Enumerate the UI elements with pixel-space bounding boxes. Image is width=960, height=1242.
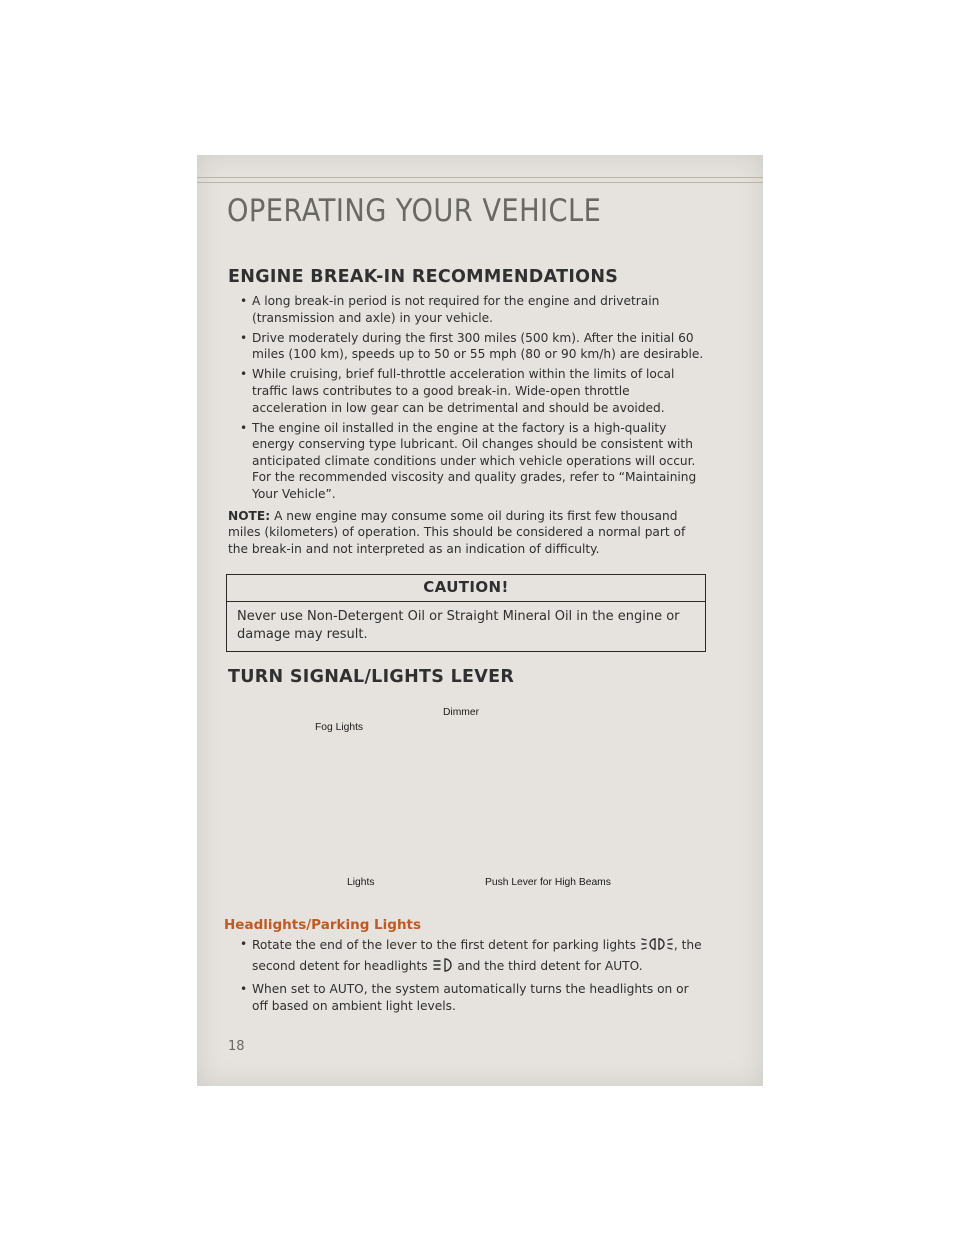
list-item: • While cruising, brief full-throttle acceleration within the limits of local traffic laws contributes to a good break-in. Wide-open throttle acceleration in low gear can be detrimental and should be avoided. [228, 366, 706, 416]
engine-break-in-list [228, 293, 706, 503]
caution-text: Never use Non-Detergent Oil or Straight Mineral Oil in the engine or damage may result. [237, 609, 680, 642]
header-rule-bottom [197, 182, 763, 183]
headlights-list [228, 936, 706, 1014]
bullet-text-part: , [673, 938, 678, 953]
caution-box [226, 574, 706, 652]
section-header: OPERATING YOUR VEHICLE [227, 193, 602, 229]
list-item: • The engine oil installed in the engine at the factory is a high-quality energy conserving type lubricant. Oil changes should be consistent with anticipated climate conditions under which vehicle operations will occur. For the recommended viscosity and quality grades, refer to “Maintaining Your Vehicle”. [228, 420, 706, 503]
bullet-text-part: Rotate the end of the lever to the first detent for parking lights [252, 938, 637, 953]
lights-label: Lights [347, 877, 375, 889]
turn-signal-heading: TURN SIGNAL/LIGHTS LEVER [228, 667, 515, 688]
engine-break-in-heading: ENGINE BREAK-IN RECOMMENDATIONS [228, 267, 619, 287]
list-item: • Drive moderately during the first 300 miles (500 km). After the initial 60 miles (100 km), speeds up to 50 or 55 mph (80 or 90 km/h) are desirable. [228, 330, 706, 363]
page-content [224, 267, 706, 1018]
bullet-text-part: the second detent for headlights [252, 938, 702, 973]
note-paragraph [228, 508, 706, 558]
note-label: NOTE: [228, 508, 271, 523]
lever-figure [228, 695, 706, 895]
push-lever-label: Push Lever for High Beams [485, 877, 611, 889]
manual-page [197, 155, 763, 1086]
caution-title: CAUTION! [227, 575, 705, 602]
headlights-subheading: Headlights/Parking Lights [224, 917, 422, 934]
fog-lights-label: Fog Lights [315, 722, 364, 734]
parking-lights-icon [641, 936, 673, 957]
list-item [228, 936, 706, 977]
list-item: • When set to AUTO, the system automatically turns the headlights on or off based on ambient light levels. [228, 981, 706, 1014]
list-item: • A long break-in period is not required for the engine and drivetrain (transmission and axle) in your vehicle. [228, 293, 706, 326]
headlight-icon [433, 957, 453, 978]
page-number: 18 [228, 1039, 245, 1054]
bullet-text-part: and the third detent for AUTO. [457, 959, 643, 973]
note-text: A new engine may consume some oil during its first few thousand miles (kilometers) of operation. This should be considered a normal part of the break-in and not interpreted as an indication of difficulty. [228, 508, 686, 556]
dimmer-label: Dimmer [443, 707, 480, 719]
header-rule-top [197, 177, 763, 178]
